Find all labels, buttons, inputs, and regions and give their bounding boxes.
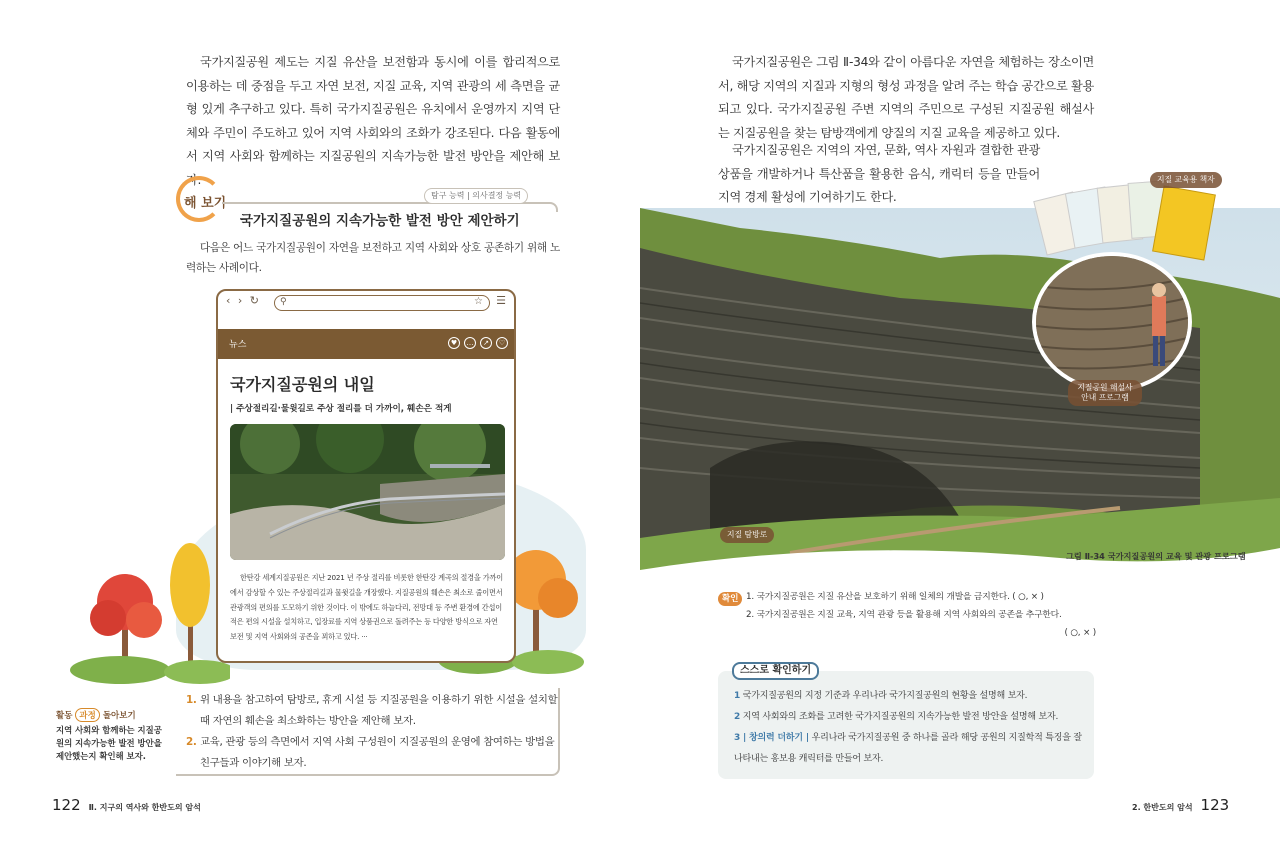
check-answer: ( ○, × ) [1064,628,1096,638]
question-number: 2. [186,736,197,748]
booklets-label: 지질 교육용 책자 [1150,172,1222,188]
question-item [186,732,558,774]
news-body: 한탄강 세계지질공원은 지난 2021 년 주상 절리를 비롯한 한탄강 계곡의 절경을 가까이에서 감상할 수 있는 주상절리길과 물윗길을 개장했다. 지질공원의 훼손은 최소로 줄이면서 관광객의 편의를 도모하기 위한 것이다. 이 밖에도 하늘다리, 전망대 등 주변 환경에 간섭이 적은 편의 시설을 설치하고, 입장료를 지역 상품권으로 돌려주는 등 다양한 방식으로 자연 보전 및 지역 사회와의 공존을 꾀하고 있다. ··· [230,573,503,642]
news-label: 뉴스 [229,340,247,350]
self-check-text: 국가지질공원의 지정 기준과 우리나라 국가지질공원의 현황을 설명해 보자. [742,691,1028,701]
self-check-text: 지역 사회와의 조화를 고려한 국가지질공원의 지속가능한 발전 방안을 설명해 보자. [742,712,1059,722]
autumn-trees-illustration [60,530,230,690]
right-paragraph-1: 국가지질공원은 그림 Ⅱ-34와 같이 아름다운 자연을 체험하는 장소이면서, 해당 지역의 지질과 지형의 형성 과정을 알려 주는 학습 공간으로 활용되고 있다. 국가지질공원 주변 지역의 주민으로 구성된 지질공원 해설사는 지질공원을 찾는 탐방객에게 양질의 지질 교육을 제공하고 있다. [718,55,1094,140]
check-badge: 확인 [718,592,742,606]
menu-icon[interactable]: ☰ [496,294,506,307]
news-subheadline: | 주상절리길·물윗길로 주상 절리를 더 가까이, 훼손은 적게 [230,404,452,414]
activity-title: 국가지질공원의 지속가능한 발전 방안 제안하기 [240,213,520,229]
question-number: 1. [186,694,197,706]
self-check-number: 1 [734,691,741,701]
question-item [186,690,558,732]
guide-program-label: 지질공원 해설사 안내 프로그램 [1068,380,1142,406]
question-text: 교육, 관광 등의 측면에서 지역 사회 구성원이 지질공원의 운영에 참여하는 방법을 친구들과 이야기해 보자. [200,736,555,769]
share-icon[interactable]: ↗ [480,337,492,349]
check-item: 1. 국가지질공원은 지질 유산을 보호하기 위해 일체의 개발을 금지한다. ( ○, × ) [746,592,1044,602]
question-list [186,690,558,774]
page-number-right: 123 [1200,796,1230,814]
question-text: 위 내용을 참고하여 탐방로, 휴게 시설 등 지질공원을 이용하기 위한 시설을 설치할 때 자연의 훼손을 최소화하는 방안을 제안해 보자. [200,694,558,727]
skill-badge: 탐구 능력 | 의사결정 능력 [424,188,528,204]
self-check-number: 2 [734,712,741,722]
like-icon[interactable]: ♥ [448,337,460,349]
self-check-item [734,707,1086,728]
news-bar [218,329,514,359]
comment-icon[interactable]: … [464,337,476,349]
search-icon: ⚲ [280,297,287,307]
check-item: 2. 국가지질공원은 지질 교육, 지역 관광 등을 활용해 지역 사회와의 공존을 추구한다. [746,610,1062,620]
activity-lead: 다음은 어느 국가지질공원이 자연을 보전하고 지역 사회와 상호 공존하기 위해 노력하는 사례이다. [186,242,560,274]
news-headline: 국가지질공원의 내일 [230,375,375,394]
self-check-item [734,728,1086,770]
browser-address-bar[interactable] [274,295,490,311]
geopark-guide-photo [1032,252,1192,392]
self-check-item [734,686,1086,707]
reflection-title-ring: 과정 [75,708,99,722]
browser-nav-buttons[interactable]: ‹ › ↻ [226,294,262,307]
self-check-label: 스스로 확인하기 [732,662,819,680]
right-paragraph-2: 국가지질공원은 지역의 자연, 문화, 역사 자원과 결합한 관광 상품을 개발하거나 특산품을 활용한 음식, 캐릭터 등을 만들어 지역 경제 활성에 기여하기도 한다. [718,143,1040,204]
left-footer [52,796,201,814]
reflection-title-prefix: 활동 [56,711,73,721]
chapter-title-right: 2. 한반도의 암석 [1132,803,1193,812]
self-check-list [734,686,1086,770]
skywalk-photo [230,424,505,560]
figure-caption: 그림 Ⅱ-34 국가지질공원의 교육 및 관광 프로그램 [1066,551,1246,561]
browser-toolbar [218,291,514,315]
chapter-title-left: Ⅱ. 지구의 역사와 한반도의 암석 [88,803,201,812]
trail-label: 지질 탐방로 [720,527,774,543]
self-check-number: 3 | 창의력 더하기 | [734,733,809,743]
bookmark-icon[interactable]: ♡ [496,337,508,349]
news-browser-window [216,289,516,663]
activity-label: 해 보기 [184,196,227,211]
intro-paragraph: 국가지질공원 제도는 지질 유산을 보전함과 동시에 이를 합리적으로 이용하는 데 중점을 두고 자연 보전, 지질 교육, 지역 관광의 세 측면을 균형 있게 추구하고 있다. 특히 국가지질공원은 유치에서 운영까지 지역 단체와 주민이 주도하고 있어 지역 사회와의 조화가 강조된다. 다음 활동에서 지역 사회와 함께하는 지질공원의 지속가능한 발전 방안을 제안해 보자. [186,55,560,187]
right-footer [1132,796,1229,814]
reflection-text: 지역 사회와 함께하는 지질공원의 지속가능한 발전 방안을 제안했는지 확인해 보자. [56,725,162,761]
page-number-left: 122 [52,796,81,814]
check-list [746,588,1096,642]
self-check-text: 우리나라 국가지질공원 중 하나를 골라 해당 공원의 지질학적 특징을 잘 나타내는 홍보용 캐릭터를 만들어 보자. [734,733,1082,764]
star-icon[interactable]: ☆ [474,296,483,307]
reflection-title [56,708,136,722]
reflection-title-suffix: 돌아보기 [102,711,136,721]
